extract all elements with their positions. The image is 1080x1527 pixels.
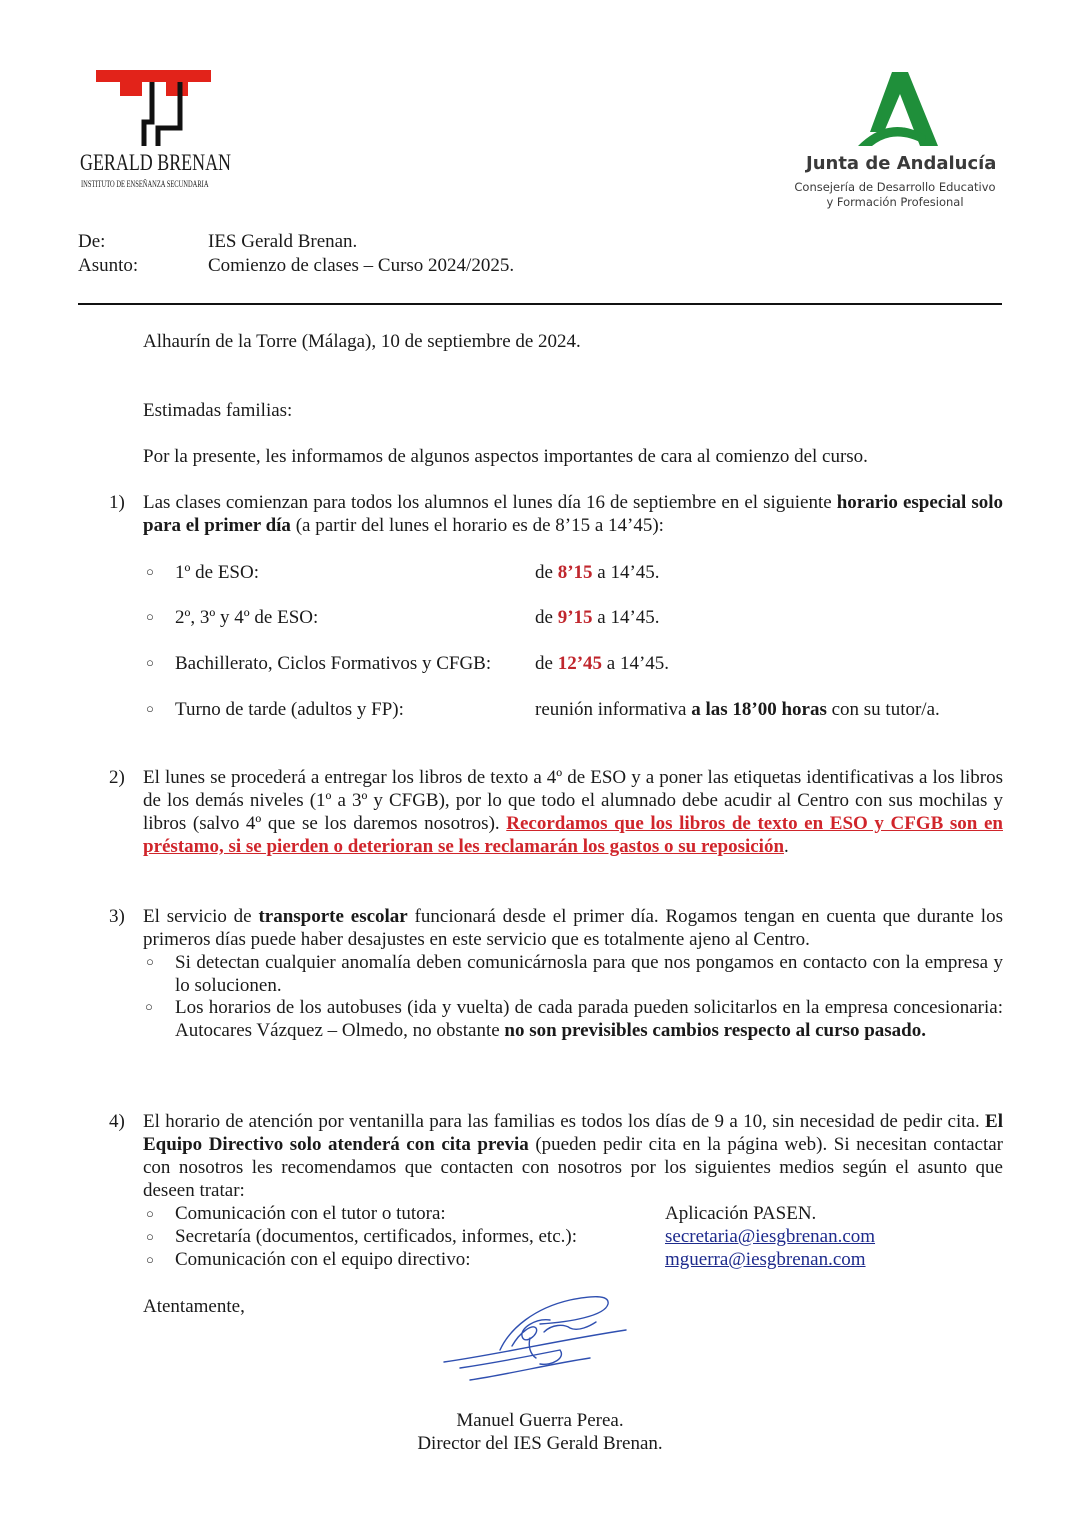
director-email-link[interactable]: mguerra@iesgbrenan.com	[665, 1249, 866, 1270]
junta-logo-line2: y Formación Profesional	[826, 195, 964, 209]
contact-topic: Comunicación con el equipo directivo:	[175, 1249, 471, 1270]
point-4-text: El horario de atención por ventanilla para las familias es todos los días de 9 a 10, sin necesidad de pedir cita. El Equipo Directivo solo atenderá con cita previa (pueden pedir cita en la página web). Si necesitan contactar con nosotros les recomendamos que contacten con nosotros por los siguientes medios según el asunto que deseen tratar:	[143, 1111, 1004, 1201]
signer-name: Manuel Guerra Perea.	[456, 1410, 624, 1431]
bullet-icon: ○	[146, 655, 154, 670]
school-logo	[78, 66, 232, 196]
closing: Atentamente,	[143, 1296, 245, 1317]
junta-logo-mark	[850, 70, 940, 148]
point-3-bullet-2: Los horarios de los autobuses (ida y vuelta) de cada parada pueden solicitarlos en la empresa concesionaria: Autocares Vázquez – Olmedo, no obstante no son previsibles cambios respecto al curso pasado.	[175, 997, 1003, 1041]
date-line: Alhaurín de la Torre (Málaga), 10 de septiembre de 2024.	[143, 331, 581, 352]
point-3-number: 3)	[109, 906, 125, 927]
junta-logo-title: Junta de Andalucía	[806, 153, 997, 174]
point-3-bullet-1: Si detectan cualquier anomalía deben comunicárnosla para que nos pongamos en contacto con la empresa y lo solucionen.	[175, 952, 1003, 996]
header-divider	[78, 303, 1002, 305]
contact-pasen: Aplicación PASEN.	[665, 1203, 817, 1224]
schedule-time: de 8’15 a 14’45.	[535, 562, 660, 583]
signer-title: Director del IES Gerald Brenan.	[417, 1433, 663, 1454]
schedule-time: de 9’15 a 14’45.	[535, 607, 660, 628]
point-2-text: El lunes se procederá a entregar los libros de texto a 4º de ESO y a poner las etiquetas identificativas a los libros de los demás niveles (1º a 3º y CFGB), por lo que todo el alumnado debe acudir al Centro con sus mochilas y libros (salvo 4º que se los daremos nosotros). Recordamos que los libros de texto en ESO y CFGB son en préstamo, si se pierden o deterioran se les reclamarán los gastos o su reposición.	[143, 767, 1003, 857]
point-2-number: 2)	[109, 767, 125, 788]
school-logo-subtitle: INSTITUTO DE ENSEÑANZA SECUNDARIA	[81, 179, 209, 189]
bullet-icon: ○	[146, 1206, 154, 1221]
contact-topic: Comunicación con el tutor o tutora:	[175, 1203, 446, 1224]
bullet-icon: ○	[146, 954, 154, 969]
point-4-number: 4)	[109, 1111, 125, 1132]
bullet-icon: ○	[146, 701, 154, 716]
schedule-group: Bachillerato, Ciclos Formativos y CFGB:	[175, 653, 492, 674]
secretaria-email-link[interactable]: secretaria@iesgbrenan.com	[665, 1226, 876, 1247]
subject-value: Comienzo de clases – Curso 2024/2025.	[208, 255, 515, 276]
schedule-time: de 12’45 a 14’45.	[535, 653, 670, 674]
point-3-text: El servicio de transporte escolar funcionará desde el primer día. Rogamos tengan en cuenta que durante los primeros días puede haber desajustes en este servicio que es totalmente ajeno al Centro.	[143, 906, 1003, 950]
schedule-group: Turno de tarde (adultos y FP):	[175, 699, 404, 720]
bullet-icon: ○	[146, 564, 154, 579]
bullet-icon: ○	[146, 609, 154, 624]
greeting: Estimadas familias:	[143, 400, 293, 421]
schedule-time: reunión informativa a las 18’00 horas con su tutor/a.	[535, 699, 940, 720]
school-logo-mark	[96, 66, 216, 148]
school-logo-title: GERALD BRENAN	[80, 150, 232, 175]
subject-label: Asunto:	[78, 255, 139, 276]
schedule-group: 1º de ESO:	[175, 562, 259, 583]
from-label: De:	[78, 231, 106, 252]
loan-warning: Recordamos que los libros de texto en ESO y CFGB son en préstamo, si se pierden o deterioran se les reclamarán los gastos o su reposición	[143, 813, 1003, 857]
schedule-group: 2º, 3º y 4º de ESO:	[175, 607, 319, 628]
junta-logo-line1: Consejería de Desarrollo Educativo	[794, 180, 996, 194]
junta-logo	[790, 70, 1000, 210]
point-1-text: Las clases comienzan para todos los alumnos el lunes día 16 de septiembre en el siguiente horario especial solo para el primer día (a partir del lunes el horario es de 8’15 a 14’45):	[143, 492, 1004, 536]
bullet-icon: ○	[146, 1229, 154, 1244]
intro-text: Por la presente, les informamos de algunos aspectos importantes de cara al comienzo del curso.	[143, 446, 868, 467]
from-value: IES Gerald Brenan.	[208, 231, 358, 252]
point-1-number: 1)	[109, 492, 125, 513]
bullet-icon: ○	[145, 999, 153, 1014]
bullet-icon: ○	[146, 1252, 154, 1267]
signature	[440, 1288, 640, 1383]
contact-topic: Secretaría (documentos, certificados, informes, etc.):	[175, 1226, 577, 1247]
